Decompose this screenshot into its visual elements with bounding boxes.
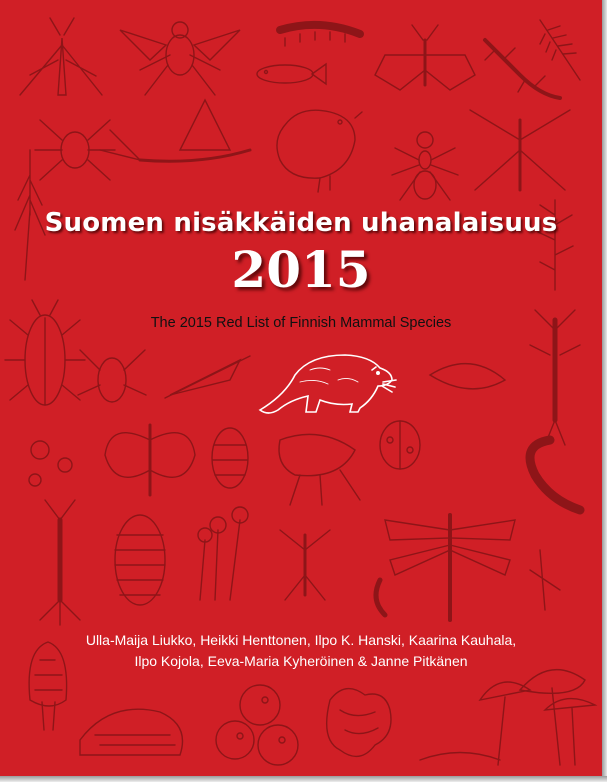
- fish-icon: [257, 64, 326, 84]
- pupa-icon: [212, 428, 248, 488]
- author-line: Ilpo Kojola, Eeva-Maria Kyheröinen & Janne Pitkänen: [134, 653, 468, 669]
- bug-icon: [376, 550, 560, 615]
- page-edge-right: [602, 0, 607, 782]
- page-edge-bottom: [0, 776, 607, 782]
- bracket-fungus-icon: [80, 709, 183, 755]
- lichen-icon: [327, 689, 391, 757]
- ladybird-icon: [380, 421, 420, 469]
- mayfly-icon: [100, 100, 250, 161]
- bird-icon: [277, 110, 362, 192]
- isopod-icon: [115, 515, 165, 605]
- butterfly-icon: [105, 425, 195, 495]
- dragonfly-icon: [385, 515, 515, 620]
- moss-icon: [29, 441, 72, 486]
- newt-icon: [485, 40, 560, 98]
- cover-year: 2015: [231, 240, 371, 299]
- berries-icon: [216, 685, 298, 765]
- moth-icon: [165, 356, 250, 398]
- caterpillar-icon: [280, 25, 360, 46]
- caddisfly-icon: [280, 530, 330, 600]
- author-list: [0, 630, 602, 672]
- author-line: Ulla-Maija Liukko, Heikki Henttonen, Ilpo K. Hanski, Kaarina Kauhala,: [85, 632, 517, 648]
- flea-icon: [279, 434, 360, 505]
- butterfly-icon: [375, 25, 475, 90]
- moth-icon: [430, 364, 505, 389]
- flower-icon: [198, 507, 248, 600]
- bug-icon: [78, 350, 146, 402]
- ant-icon: [392, 132, 458, 200]
- worm-icon: [530, 440, 580, 510]
- otter-icon: [260, 355, 396, 413]
- caddisfly-icon: [20, 18, 102, 95]
- cover-subtitle: The 2015 Red List of Finnish Mammal Species: [150, 315, 452, 331]
- silverfish-icon: [40, 500, 80, 625]
- spider-icon: [35, 120, 115, 180]
- mushrooms-icon: [420, 670, 595, 765]
- water-strider-icon: [470, 110, 570, 190]
- housefly-icon: [120, 22, 240, 95]
- cover-title: Suomen nisäkkäiden uhanalaisuus: [44, 208, 558, 238]
- fern-icon: [540, 20, 580, 80]
